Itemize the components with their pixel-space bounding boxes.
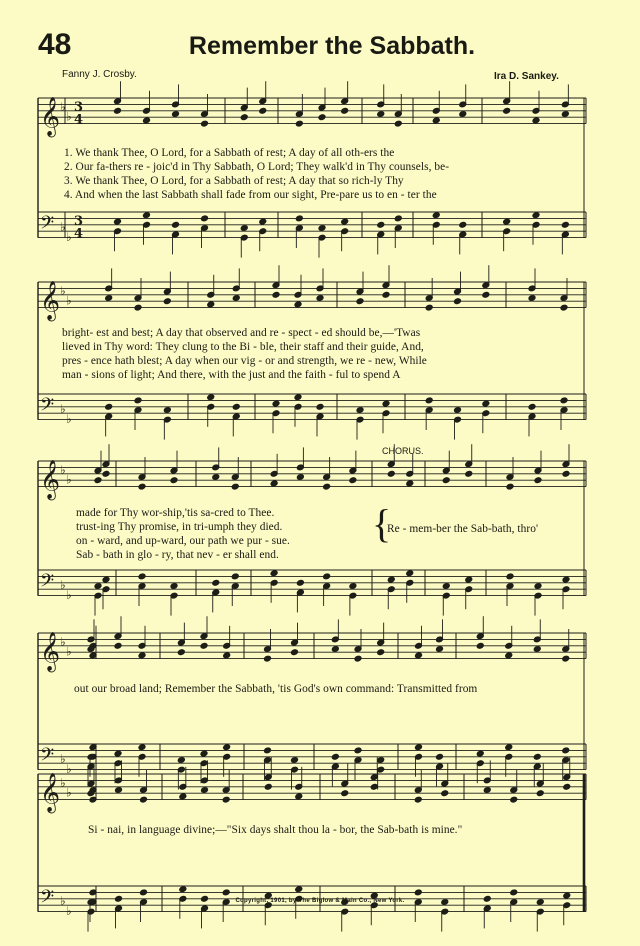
flat-sign: ♭ [60, 283, 66, 298]
note-head [143, 212, 151, 219]
note-head [432, 212, 440, 219]
note-head [505, 652, 513, 659]
bass-clef: 𝄢 [40, 745, 55, 771]
note-head [354, 655, 362, 662]
note-head [223, 744, 231, 751]
hymn-title: Remember the Sabbath. [188, 32, 476, 60]
note-head [138, 483, 146, 490]
flat-sign: ♭ [60, 752, 66, 767]
chorus-label: CHORUS. [382, 446, 424, 456]
note-head [454, 407, 462, 414]
note-head [356, 407, 364, 414]
verse-brace: { [372, 501, 392, 546]
note-head [476, 750, 484, 757]
note-head [170, 583, 178, 590]
flat-sign: ♭ [66, 229, 72, 244]
note-head [179, 793, 187, 800]
note-head [414, 889, 422, 896]
flat-sign: ♭ [60, 402, 66, 417]
flat-sign: ♭ [66, 109, 72, 124]
note-head [425, 397, 433, 404]
note-head [432, 117, 440, 124]
note-head [503, 218, 511, 225]
note-head [331, 646, 339, 653]
note-head [296, 579, 304, 586]
note-head [294, 301, 302, 308]
note-head [272, 400, 280, 407]
flat-sign: ♭ [60, 220, 66, 235]
note-head [172, 221, 180, 228]
note-head [259, 107, 267, 114]
flat-sign: ♭ [60, 99, 66, 114]
note-head [482, 291, 490, 298]
note-head [177, 649, 185, 656]
flat-sign: ♭ [66, 903, 72, 918]
note-head [341, 107, 349, 114]
note-head [387, 576, 395, 583]
note-head [163, 407, 171, 414]
note-head [533, 646, 541, 653]
note-head [532, 212, 540, 219]
note-head [562, 655, 570, 662]
note-head [231, 483, 239, 490]
verse-3-line-2: pres - ence hath blest; A day when our vig - or and strength, we re - new, While [62, 355, 427, 367]
note-head [476, 642, 484, 649]
note-head [140, 889, 148, 896]
note-head [442, 477, 450, 484]
note-head [377, 757, 385, 764]
flat-sign: ♭ [60, 578, 66, 593]
note-head [528, 295, 536, 302]
flat-sign: ♭ [66, 644, 72, 659]
note-head [264, 655, 272, 662]
bass-clef: 𝄢 [40, 571, 55, 597]
note-head [510, 889, 518, 896]
note-head [114, 107, 122, 114]
note-head [295, 793, 303, 800]
note-head [222, 889, 230, 896]
note-head [114, 218, 122, 225]
chorus-lyric-2: out our broad land; Remember the Sabbath, 'tis God's own command: Transmitted from [74, 683, 478, 695]
note-head [510, 796, 518, 803]
note-head [506, 483, 514, 490]
note-head [87, 646, 95, 653]
verse-2-line-2: lieved in Thy word: They clung to the Bi - ble, their staff and their guide, And, [62, 341, 424, 353]
note-head [534, 583, 542, 590]
note-head [465, 576, 473, 583]
note-head [259, 218, 267, 225]
note-head [394, 120, 402, 127]
treble-clef: 𝄞 [40, 96, 61, 137]
note-head [270, 570, 278, 577]
note-head [415, 652, 423, 659]
flat-sign: ♭ [66, 293, 72, 308]
time-signature: 3 [74, 99, 84, 115]
note-head [323, 483, 331, 490]
hymn-author: Fanny J. Crosby. [62, 69, 137, 80]
verse-3-line-1: 3. We thank Thee, O Lord, for a Sabbath of rest; A day that so rich-ly Thy [64, 175, 404, 187]
verse-1-line-3: made for Thy wor-ship,'tis sa-cred to Thee. [76, 507, 275, 519]
verse-1-line-2: bright- est and best; A day that observed and re - spect - ed should be,—'Twas [62, 327, 421, 339]
flat-sign: ♭ [60, 894, 66, 909]
note-head [563, 783, 571, 790]
bass-clef: 𝄢 [40, 395, 55, 421]
note-head [232, 403, 240, 410]
note-head [296, 474, 304, 481]
note-head [201, 215, 209, 222]
note-head [377, 111, 385, 118]
verse-4-line-3: Sab - bath in glo - ry, that nev - er shall end. [76, 549, 279, 561]
verse-2-line-1: 2. Our fa-thers re - joic'd in Thy Sabbath, O Lord; They walk'd in Thy counsels, be- [64, 161, 450, 173]
verse-4-line-2: man - sions of light; And there, with the just and the faith - ful to spend A [62, 369, 401, 381]
chorus-lyric-1: Re - mem-ber the Sab-bath, thro' [387, 523, 539, 535]
flat-sign: ♭ [60, 462, 66, 477]
note-head [528, 403, 536, 410]
note-head [212, 579, 220, 586]
note-head [387, 470, 395, 477]
note-head [503, 107, 511, 114]
note-head [102, 470, 110, 477]
note-head [170, 477, 178, 484]
note-head [318, 225, 326, 232]
note-head [232, 295, 240, 302]
note-head [291, 757, 299, 764]
note-head [562, 576, 570, 583]
note-head [114, 750, 122, 757]
note-head [533, 753, 541, 760]
note-head [295, 886, 303, 893]
note-head [114, 642, 122, 649]
note-head [87, 790, 95, 797]
note-head [505, 744, 513, 751]
hymn-number: 48 [38, 28, 72, 61]
flat-sign: ♭ [60, 634, 66, 649]
note-head [436, 646, 444, 653]
note-head [200, 642, 208, 649]
note-head [201, 120, 209, 127]
note-head [436, 753, 444, 760]
note-head [291, 649, 299, 656]
note-head [94, 477, 102, 484]
bass-clef: 𝄢 [40, 887, 55, 913]
note-head [138, 744, 146, 751]
note-head [377, 221, 385, 228]
time-signature: 4 [74, 112, 84, 128]
treble-clef: 𝄞 [40, 631, 61, 672]
verse-3-line-3: on - ward, and up-ward, our path we pur - sue. [76, 535, 290, 547]
note-head [134, 304, 142, 311]
treble-clef: 𝄞 [40, 280, 61, 321]
note-head [294, 394, 302, 401]
note-head [140, 796, 148, 803]
flat-sign: ♭ [66, 785, 72, 800]
note-head [200, 750, 208, 757]
note-head [94, 583, 102, 590]
note-head [115, 787, 123, 794]
note-head [222, 796, 230, 803]
note-head [207, 301, 215, 308]
note-head [331, 753, 339, 760]
note-head [341, 790, 349, 797]
note-head [264, 783, 272, 790]
flat-sign: ♭ [66, 472, 72, 487]
flat-sign: ♭ [66, 411, 72, 426]
note-head [138, 573, 146, 580]
note-head [415, 744, 423, 751]
treble-clef: 𝄞 [40, 772, 61, 813]
note-head [201, 787, 209, 794]
note-head [562, 747, 570, 754]
note-head [465, 470, 473, 477]
note-head [240, 114, 248, 121]
treble-clef: 𝄞 [40, 459, 61, 500]
note-head [231, 573, 239, 580]
verse-2-line-3: trust-ing Thy promise, in tri-umph they died. [76, 521, 283, 533]
bass-clef: 𝄢 [40, 213, 55, 239]
note-head [356, 298, 364, 305]
note-head [318, 114, 326, 121]
note-head [534, 477, 542, 484]
verse-1-line-1: 1. We thank Thee, O Lord, for a Sabbath of rest; A day of all oth-ers the [64, 147, 395, 159]
flat-sign: ♭ [60, 775, 66, 790]
note-head [370, 783, 378, 790]
note-head [177, 757, 185, 764]
note-head [454, 298, 462, 305]
note-head [482, 400, 490, 407]
note-head [441, 790, 449, 797]
note-head [223, 652, 231, 659]
note-head [414, 796, 422, 803]
note-head [354, 747, 362, 754]
time-signature: 3 [74, 213, 84, 229]
note-head [442, 583, 450, 590]
note-head [172, 111, 180, 118]
note-head [163, 298, 171, 305]
note-head [483, 787, 491, 794]
note-head [406, 480, 414, 487]
note-head [138, 652, 146, 659]
chorus-lyric-3: Si - nai, in language divine;—"Six days shalt thou la - bor, the Sab-bath is mine." [88, 824, 463, 836]
note-head [382, 400, 390, 407]
note-head [382, 291, 390, 298]
note-head [105, 295, 113, 302]
note-head [102, 576, 110, 583]
note-head [270, 480, 278, 487]
note-head [212, 474, 220, 481]
verse-4-line-1: 4. And when the last Sabbath shall fade from our sight, Pre-pare us to en - ter the [64, 189, 437, 201]
note-head [134, 397, 142, 404]
hymn-composer: Ira D. Sankey. [494, 71, 559, 82]
note-head [377, 649, 385, 656]
note-head [341, 218, 349, 225]
note-head [89, 796, 97, 803]
note-head [179, 886, 187, 893]
note-head [143, 117, 151, 124]
note-head [105, 403, 113, 410]
note-head [207, 394, 215, 401]
note-head [316, 295, 324, 302]
note-head [272, 291, 280, 298]
note-head [295, 120, 303, 127]
note-head [560, 397, 568, 404]
copyright-notice: Copyright, 1901, by The Biglow & Main Co., New York. [235, 898, 405, 904]
note-head [459, 111, 467, 118]
note-head [264, 747, 272, 754]
note-head [349, 477, 357, 484]
note-head [240, 225, 248, 232]
note-head [561, 111, 569, 118]
note-head [532, 117, 540, 124]
note-head [506, 573, 514, 580]
note-head [349, 583, 357, 590]
note-head [323, 573, 331, 580]
note-head [394, 215, 402, 222]
note-head [295, 215, 303, 222]
note-head [562, 470, 570, 477]
note-head [459, 221, 467, 228]
note-head [560, 304, 568, 311]
note-head [536, 790, 544, 797]
note-head [316, 403, 324, 410]
note-head [425, 304, 433, 311]
time-signature: 4 [74, 226, 84, 242]
note-head [561, 221, 569, 228]
flat-sign: ♭ [66, 761, 72, 776]
note-head [406, 570, 414, 577]
flat-sign: ♭ [66, 587, 72, 602]
